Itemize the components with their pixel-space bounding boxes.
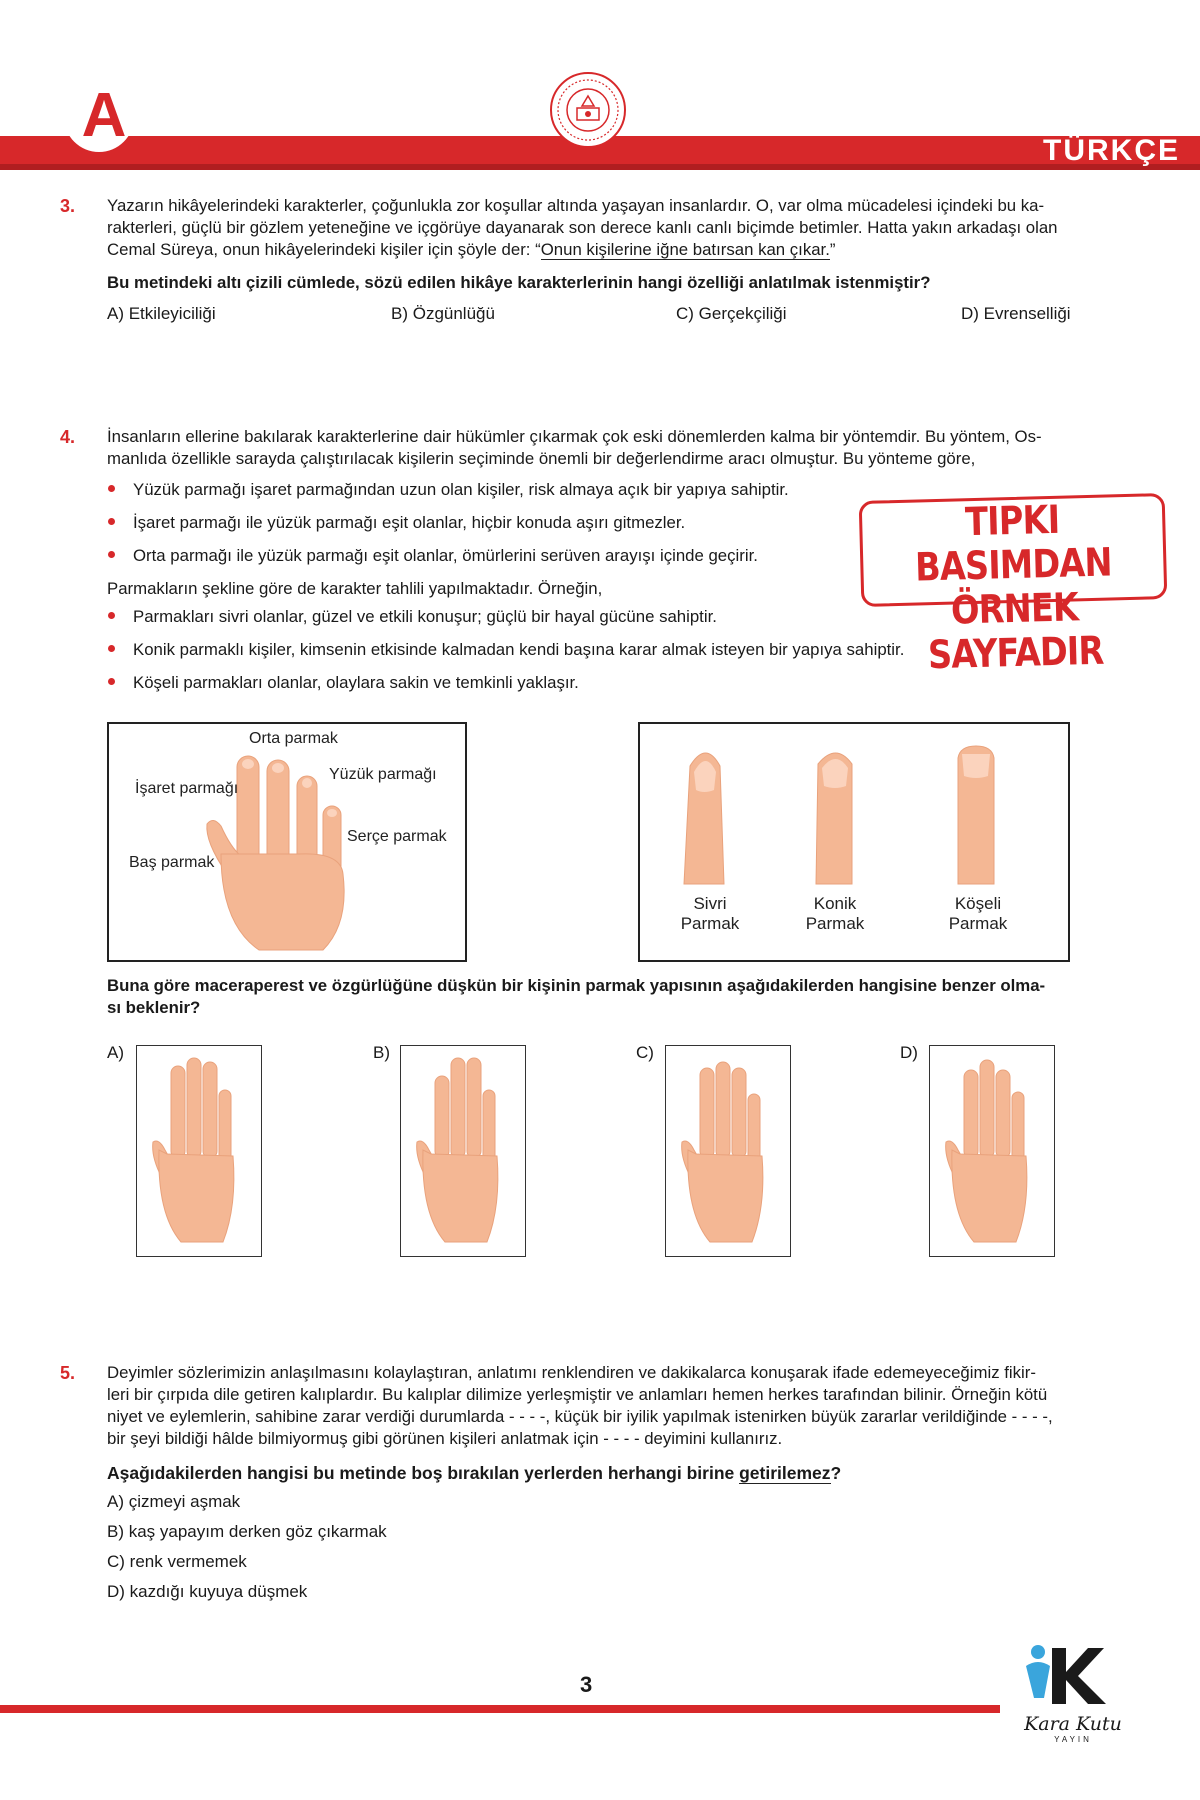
- publisher-subtitle: YAYIN: [1054, 1735, 1092, 1744]
- q4-number: 4.: [60, 427, 76, 447]
- stamp-line: ÖRNEK SAYFADIR: [927, 585, 1105, 679]
- q4-bullet-text: Köşeli parmakları olanlar, olaylara sakin ve temkinli yaklaşır.: [133, 673, 579, 692]
- q4-stem-line: Buna göre maceraperest ve özgürlüğüne düşkün bir kişinin parmak yapısının aşağıdakilerden hangisine benzer olma-: [107, 976, 1046, 995]
- tip-label-line: Parmak: [680, 914, 740, 933]
- publisher-k-icon: [1008, 1640, 1138, 1710]
- q3-option-a[interactable]: A) Etkileyiciliği: [107, 304, 216, 323]
- q4-intro: [107, 426, 1112, 470]
- tip-label-line: Köşeli: [954, 894, 1002, 913]
- q4-stem-line: sı beklenir?: [107, 998, 201, 1017]
- q4-option-c-label[interactable]: C): [636, 1043, 654, 1062]
- q4-bullet-text: Parmakları sivri olanlar, güzel ve etkili konuşur; güçlü bir hayal gücüne sahiptir.: [133, 607, 717, 626]
- q3-text-line-last: [107, 239, 1112, 261]
- label-thumb: Baş parmak: [129, 854, 215, 871]
- page-number: 3: [580, 1672, 593, 1697]
- q4-intro-line: İnsanların ellerine bakılarak karakterlerine dair hükümler çıkarmak çok eski dönemlerden kalma bir yöntemdir. Bu yöntem, Os-: [107, 427, 1042, 446]
- q4-option-b-image[interactable]: [400, 1045, 526, 1257]
- booklet-letter: A: [81, 81, 127, 150]
- bullet-icon: [108, 551, 115, 558]
- q3-stem: Bu metindeki altı çizili cümlede, sözü edilen hikâye karakterlerinin hangi özelliği anlatılmak istenmiştir?: [107, 273, 931, 292]
- q4-bullet: [108, 513, 685, 533]
- q3-underlined-quote: Onun kişilerine iğne batırsan kan çıkar.: [540, 240, 830, 259]
- label-index-finger: İşaret parmağı: [135, 780, 239, 797]
- bullet-icon: [108, 485, 115, 492]
- q3-option-b[interactable]: B) Özgünlüğü: [391, 304, 495, 323]
- header-bar-shadow: [0, 164, 1200, 170]
- q4-option-d-label[interactable]: D): [900, 1043, 918, 1062]
- q5-option-b[interactable]: B) kaş yapayım derken göz çıkarmak: [107, 1522, 387, 1541]
- fingertip-types-box: [638, 722, 1070, 962]
- hand-option-a-icon: [137, 1046, 261, 1256]
- q3-option-c[interactable]: C) Gerçekçiliği: [676, 304, 787, 323]
- q5-text-line: Deyimler sözlerimizin anlaşılmasını kolaylaştıran, anlatımı renklendiren ve dakikalarca konuşarak ifade edemeyeceğimiz fikir-: [107, 1363, 1036, 1382]
- q4-bullet: [108, 480, 789, 500]
- tip-label-square: [933, 894, 1023, 934]
- q4-bullet-text: İşaret parmağı ile yüzük parmağı eşit olanlar, hiçbir konuda aşırı gitmezler.: [133, 513, 686, 532]
- quote-open: “: [535, 240, 541, 259]
- hand-option-d-icon: [930, 1046, 1054, 1256]
- label-middle-finger: Orta parmak: [249, 730, 338, 747]
- q4-option-d-image[interactable]: [929, 1045, 1055, 1257]
- q5-option-d[interactable]: D) kazdığı kuyuya düşmek: [107, 1582, 308, 1601]
- hand-diagram-box: [107, 722, 467, 962]
- q4-option-a-image[interactable]: [136, 1045, 262, 1257]
- q4-bullet: [108, 673, 579, 693]
- q5-option-a[interactable]: A) çizmeyi aşmak: [107, 1492, 241, 1511]
- bullet-icon: [108, 678, 115, 685]
- tip-label-pointed: [665, 894, 755, 934]
- stamp-line: TIPKI BASIMDAN: [914, 497, 1113, 591]
- label-little-finger: Serçe parmak: [347, 828, 447, 845]
- q3-text-prefix: Cemal Süreya, onun hikâyelerindeki kişiler için şöyle der:: [107, 240, 536, 259]
- q4-middle-text: Parmakların şekline göre de karakter tahlili yapılmaktadır. Örneğin,: [107, 579, 603, 598]
- q5-text-line: leri bir çırpıda dile getiren kalıplardır. Bu kalıplar dilimize yerleşmiştir ve anlamları hemen herkes tarafından bilinir. Örneğin kötü: [107, 1385, 1048, 1404]
- tip-label-line: Sivri: [693, 894, 727, 913]
- sample-page-stamp: [859, 493, 1168, 679]
- q4-bullet-text: Orta parmağı ile yüzük parmağı eşit olanlar, ömürlerini serüven arayışı içinde geçirir.: [133, 546, 758, 565]
- hand-option-c-icon: [666, 1046, 790, 1256]
- q5-stem-suffix: ?: [830, 1463, 842, 1483]
- tip-label-conic: [790, 894, 880, 934]
- q3-option-d[interactable]: D) Evrenselliği: [961, 304, 1071, 323]
- q4-option-c-image[interactable]: [665, 1045, 791, 1257]
- q4-bullet: [108, 607, 717, 627]
- q5-text-line: bir şeyi bildiği hâlde bilmiyormuş gibi görünen kişileri anlatmak için - - - - deyimini kullanırız.: [107, 1429, 783, 1448]
- q3-text-line: rakterleri, güçlü bir gözlem yeteneğine ve içgörüye dayanarak son derece kanlı canlı biçimde betimler. Hatta yakın arkadaşı olan: [107, 218, 1058, 237]
- quote-close: ”: [829, 240, 836, 259]
- publisher-logo: [1008, 1640, 1138, 1744]
- footer-line: [0, 1705, 1000, 1713]
- q3-text-line: Yazarın hikâyelerindeki karakterler, çoğunlukla zor koşullar altında yaşayan insanlardır. O, var olma mücadelesi içindeki bu ka-: [107, 196, 1045, 215]
- tip-label-line: Parmak: [948, 914, 1008, 933]
- q5-stem-prefix: Aşağıdakilerden hangisi bu metinde boş bırakılan yerlerden herhangi birine: [107, 1463, 740, 1483]
- subject-title: TÜRKÇE: [1043, 134, 1180, 167]
- tip-label-line: Parmak: [805, 914, 865, 933]
- q4-option-b-label[interactable]: B): [373, 1043, 390, 1062]
- hand-option-b-icon: [401, 1046, 525, 1256]
- ministry-seal-icon: [548, 70, 628, 150]
- q5-text: [107, 1362, 1112, 1450]
- publisher-name: Kara Kutu: [1024, 1713, 1122, 1735]
- q4-bullet: [108, 640, 904, 660]
- q3-text: [107, 195, 1112, 261]
- q5-number: 5.: [60, 1363, 76, 1383]
- q5-stem-underlined: getirilemez: [739, 1463, 831, 1483]
- q4-stem: [107, 975, 1112, 1019]
- q4-bullet-text: Yüzük parmağı işaret parmağından uzun olan kişiler, risk almaya açık bir yapıya sahiptir.: [133, 480, 789, 499]
- tip-label-line: Konik: [813, 894, 857, 913]
- q5-text-line: niyet ve eylemlerin, sahibine zarar verdiği durumlarda - - - -, küçük bir iyilik yapılmak istenirken büyük zararlar verildiğinde - - - -,: [107, 1407, 1053, 1426]
- q4-bullet-text: Konik parmaklı kişiler, kimsenin etkisinde kalmadan kendi başına karar almak isteyen bir yapıya sahiptir.: [133, 640, 905, 659]
- bullet-icon: [108, 612, 115, 619]
- q5-option-c[interactable]: C) renk vermemek: [107, 1552, 247, 1571]
- q5-stem: [107, 1462, 841, 1484]
- bullet-icon: [108, 645, 115, 652]
- q3-number: 3.: [60, 196, 76, 216]
- q4-bullet: [108, 546, 758, 566]
- bullet-icon: [108, 518, 115, 525]
- q4-option-a-label[interactable]: A): [107, 1043, 124, 1062]
- label-ring-finger: Yüzük parmağı: [329, 766, 437, 783]
- q4-intro-line: manlıda özellikle sarayda çalıştırılacak kişilerin seçiminde önemli bir değerlendirme aracı olmuştur. Bu yönteme göre,: [107, 449, 976, 468]
